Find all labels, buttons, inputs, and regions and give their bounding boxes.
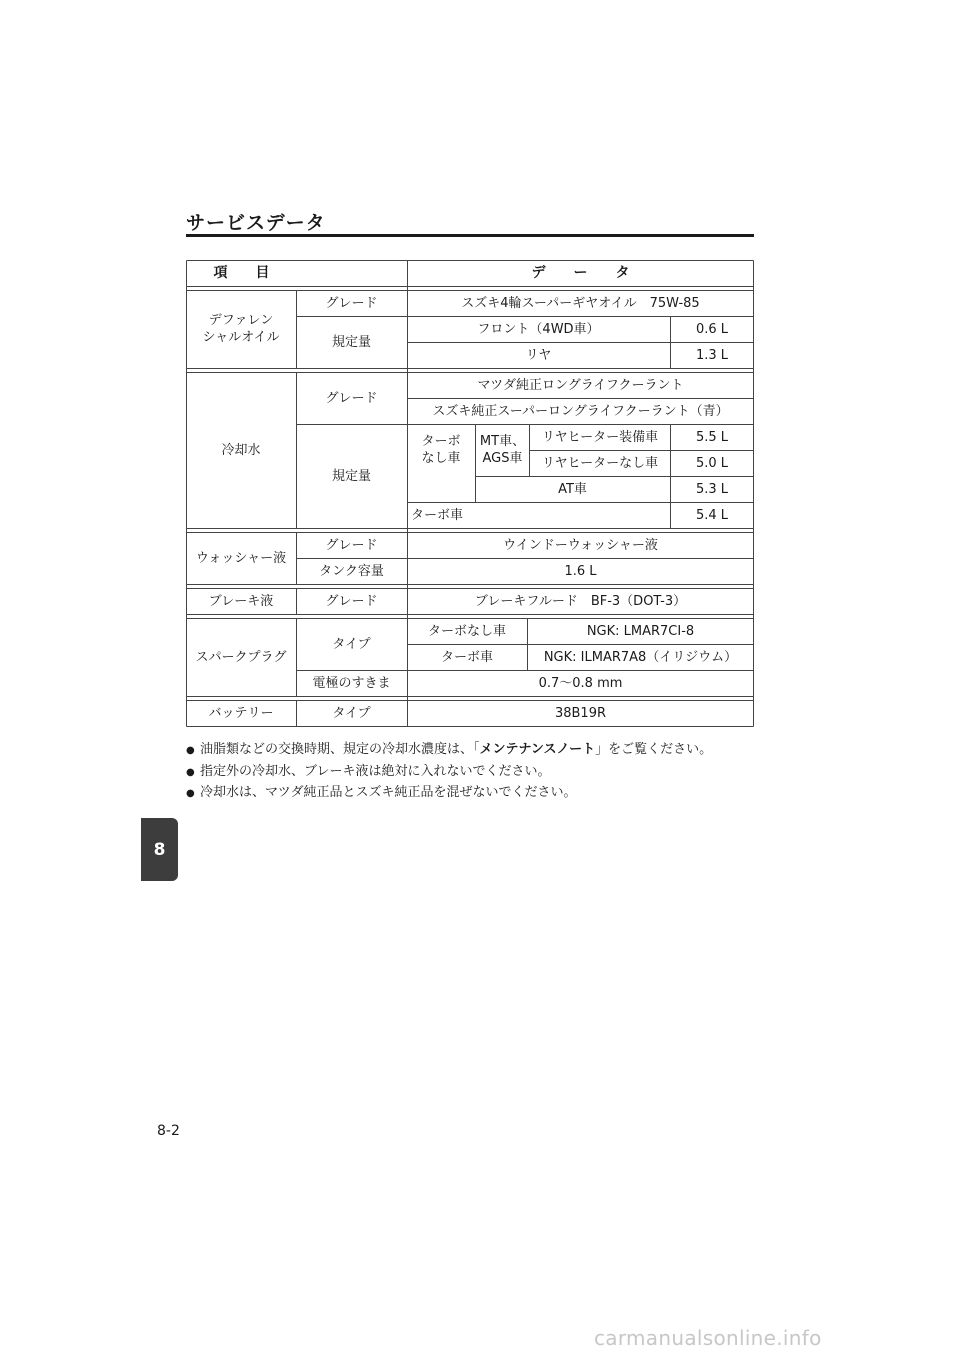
note-2-text: 指定外の冷却水、ブレーキ液は絶対に入れないでください。 [200,763,551,779]
header-data: デ ー タ [531,265,630,281]
spark-type-label: タイプ [332,636,371,652]
diff-grade-value: スズキ4輪スーパーギヤオイル 75W-85 [461,295,700,311]
bullet-icon: ● [186,788,195,799]
diff-capacity-label: 規定量 [331,334,371,350]
note-item [186,740,766,762]
spark-label: スパークプラグ [195,649,287,665]
diff-label: デファレン シャルオイル [202,313,280,345]
washer-tank-value: 1.6 L [564,563,597,579]
coolant-rear-heater-value: 5.5 L [695,429,729,445]
brake-grade-value: ブレーキフルード BF-3（DOT-3） [474,593,687,609]
coolant-capacity-label: 規定量 [331,468,371,484]
spark-gap-value: 0.7～0.8 mm [538,675,623,691]
spark-no-turbo-label: ターボなし車 [427,623,506,639]
coolant-rear-heater-label: リヤヒーター装備車 [541,429,659,445]
battery-type-value: 38B19R [554,705,607,721]
spark-turbo-label: ターボ車 [440,649,493,665]
washer-tank-label: タンク容量 [319,563,384,579]
diff-grade-label: グレード [325,295,378,311]
brake-grade-label: グレード [325,593,378,609]
coolant-no-rear-heater-value: 5.0 L [695,455,729,471]
coolant-grade-label: グレード [325,390,378,406]
header-item: 項 目 [213,265,270,281]
page-number: 8-2 [157,1123,180,1139]
watermark: carmanualsonline.info [594,1326,822,1350]
battery-label: バッテリー [208,705,274,721]
bullet-icon: ● [186,766,195,778]
coolant-no-rear-heater-label: リヤヒーターなし車 [541,455,659,471]
coolant-label: 冷却水 [221,442,261,458]
diff-front-value: 0.6 L [695,321,729,337]
diff-rear-value: 1.3 L [695,347,729,363]
title-underline [186,234,754,237]
coolant-grade-value-1: マツダ純正ロングライフクーラント [477,377,684,393]
coolant-grade-value-2: スズキ純正スーパーロングライフクーラント（青） [432,403,729,419]
spark-gap-label: 電極のすきま [312,675,391,691]
coolant-no-turbo-label: ターボ なし車 [421,434,461,466]
washer-label: ウォッシャー液 [195,550,287,566]
note-1-text: 油脂類などの交換時期、規定の冷却水濃度は、「 [200,742,480,757]
diff-front-label: フロント（4WD車） [477,321,600,337]
section-title: サービスデータ [186,212,326,234]
note-item [186,762,766,784]
washer-grade-value: ウインドーウォッシャー液 [503,537,658,553]
spark-turbo-value: NGK: ILMAR7A8（イリジウム） [543,649,738,665]
bullet-icon: ● [186,745,195,756]
battery-type-label: タイプ [332,705,371,721]
diff-rear-label: リヤ [525,347,552,363]
coolant-at-value: 5.3 L [695,481,729,497]
coolant-at-label: AT車 [558,481,587,497]
coolant-turbo-value: 5.4 L [695,507,729,523]
notes-list [186,740,766,805]
coolant-mt-ags-label: MT車、 AGS車 [479,434,526,466]
washer-grade-label: グレード [325,537,378,553]
maintenance-note-reference: メンテナンスノート [479,742,596,757]
note-item [186,783,766,805]
coolant-turbo-label: ターボ車 [411,507,464,523]
note-3-text: 冷却水は、マツダ純正品とスズキ純正品を混ぜないでください。 [200,785,577,800]
spark-no-turbo-value: NGK: LMAR7CI-8 [586,623,695,639]
chapter-tab: 8 [141,818,178,881]
brake-label: ブレーキ液 [208,593,274,609]
note-1-text-end: 」をご覧ください。 [595,742,713,757]
